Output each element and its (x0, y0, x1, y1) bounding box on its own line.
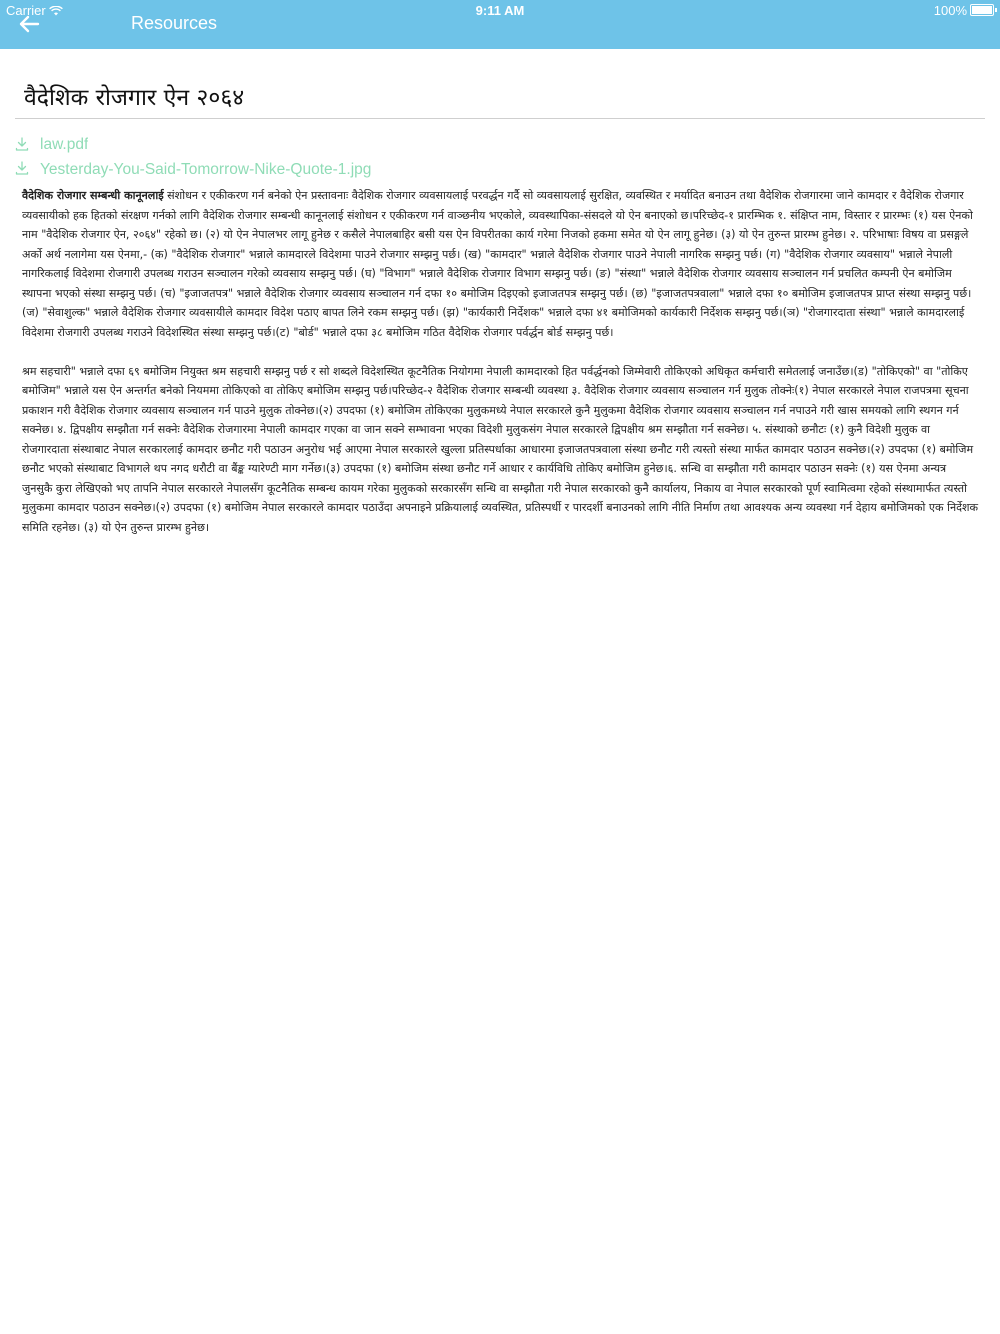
article-body (22, 186, 980, 557)
paragraph-lead: वैदेशिक रोजगार सम्बन्धी कानूनलाई (22, 189, 164, 202)
status-battery (934, 3, 994, 18)
article-paragraph: श्रम सहचारी" भन्नाले दफा ६९ बमोजिम नियुक्त श्रम सहचारी सम्झनु पर्छ र सो शब्दले विदेशस्थित कूटनैतिक नियोगमा नेपाली कामदारको हित पर्वर्द्धनको जिम्मेवारी तोकिएको अधिकृत कर्मचारी समेतलाई जनाउँछ।(ड) "तोकिएको" वा "तोकिए बमोजिम" भन्नाले यस ऐन अन्तर्गत बनेको नियममा तोकिएको वा तोकिए बमोजिम सम्झनु पर्छ।परिच्छेद-२ वैदेशिक रोजगार सम्बन्धी व्यवस्था ३. वैदेशिक रोजगार व्यवसाय सञ्चालन गर्न मुलुक तोक्नेः(१) नेपाल सरकारले नेपाल राजपत्रमा सूचना प्रकाशन गरी वैदेशिक रोजगार व्यवसाय सञ्चालन गर्न पाउने मुलुक तोक्नेछ।(२) उपदफा (१) बमोजिम तोकिएका मुलुकमध्ये नेपाल सरकारले कुनै मुलुकमा वैदेशिक रोजगार व्यवसाय सञ्चालन गर्न नपाउने गरी खास समयको लागि स्थगन गर्न सक्नेछ। ४. द्विपक्षीय सम्झौता गर्न सक्नेः वैदेशिक रोजगारमा नेपाली कामदार गएका वा जान सक्ने सम्भावना भएका विदेशी मुलुकसंग नेपाल सरकारले द्विपक्षीय श्रम सम्झौता गर्न सक्नेछ। ५. संस्थाको छनौटः (१) कुनै विदेशी मुलुक वा रोजगारदाता संस्थाबाट नेपाल सरकारलाई कामदार छनौट गरी पठाउन अनुरोध भई आएमा नेपाल सरकारले खुल्ला प्रतिस्पर्धाका आधारमा इजाजतपत्रवाला संस्था छनौट गरी त्यस्तो संस्था मार्फत कामदार पठाउन सक्नेछ।(२) उपदफा (१) बमोजिम छनौट भएको संस्थाबाट विभागले थप नगद धरौटी वा बैंङ्क ग्यारेण्टी माग गर्नेछ।(३) उपदफा (१) बमोजिम संस्था छनौट गर्ने आधार र कार्यविधि तोकिए बमोजिम हुनेछ।६. सन्धि वा सम्झौता गरी कामदार पठाउन सक्नेः (१) यस ऐनमा अन्यत्र जुनसुकै कुरा लेखिएको भए तापनि नेपाल सरकारले नेपालसँग कूटनैतिक सम्बन्ध कायम गरेका मुलुकको सरकारसँग सन्धि वा सम्झौता गरी नेपाल सरकारको कुनै कार्यालय, निकाय वा नेपाल सरकारको पूर्ण स्वामित्वमा रहेको संस्थामार्फत त्यस्तो मुलुकमा कामदार पठाउन सक्नेछ।(२) उपदफा (१) बमोजिम नेपाल सरकारले कामदार पठाउँदा अपनाइने प्रक्रियालाई व्यवस्थित, प्रतिस्पर्धी र पारदर्शी बनाउनको लागि नीति निर्माण तथा आवश्यक अन्य व्यवस्था गर्न देहाय बमोजिमको एक निर्देशक समिति रहनेछ। (३) यो ऐन तुरुन्त प्रारम्भ हुनेछ। (22, 364, 979, 534)
download-icon (15, 137, 29, 151)
attachment-law-pdf[interactable] (15, 133, 985, 157)
divider (15, 118, 985, 119)
article-paragraph (22, 186, 980, 342)
battery-icon (970, 4, 994, 16)
status-time: 9:11 AM (475, 3, 525, 18)
page-title: वैदेशिक रोजगार ऐन २०६४ (24, 85, 245, 111)
download-icon (15, 161, 29, 175)
carrier-label: Carrier (6, 3, 46, 18)
attachment-list (15, 133, 985, 181)
attachment-quote-image[interactable] (15, 157, 985, 181)
paragraph-text: संशोधन र एकीकरण गर्न बनेको ऐन प्रस्तावनाः वैदेशिक रोजगार व्यवसायलाई परवर्द्धन गर्दै सो व्यवसायलाई सुरक्षित, व्यवस्थित र मर्यादित बनाउन तथा वैदेशिक रोजगारमा जाने कामदार र वैदेशिक रोजगार व्यवसायीको हक हितको संरक्षण गर्नको लागि वैदेशिक रोजगार सम्बन्धी कानूनलाई संशोधन र एकीकरण गर्न वाञ्छनीय भएकोले, व्यवस्थापिका-संसदले यो ऐन बनाएको छ।परिच्छेद-१ प्रारम्भिक १. संक्षिप्त नाम, विस्तार र प्रारम्भः (१) यस ऐनको नाम "वैदेशिक रोजगार ऐन, २०६४" रहेको छ। (२) यो ऐन नेपालभर लागू हुनेछ र कसैले नेपालबाहिर बसी यस ऐन विपरीतका कार्य गरेमा निजको हकमा समेत यो ऐन लागू हुनेछ। (३) यो ऐन तुरुन्त प्रारम्भ हुनेछ। २. परिभाषाः विषय वा प्रसङ्गले अर्को अर्थ नलागेमा यस ऐनमा,- (क) "वैदेशिक रोजगार" भन्नाले कामदारले विदेशमा पाउने रोजगार सम्झनु पर्छ। (ख) "कामदार" भन्नाले वैदेशिक रोजगार पाउने नेपाली नागरिक सम्झनु पर्छ। (ग) "वैदेशिक रोजगार व्यवसाय" भन्नाले नेपाली नागरिकलाई विदेशमा रोजगारी उपलब्ध गराउन सञ्चालन गरेको व्यवसाय सम्झनु पर्छ। (घ) "विभाग" भन्नाले वैदेशिक रोजगार विभाग सम्झनु पर्छ। (ङ) "संस्था" भन्नाले वैदेशिक रोजगार व्यवसाय सञ्चालन गर्न प्रचलित कम्पनी ऐन बमोजिम स्थापना भएको संस्था सम्झनु पर्छ। (च) "इजाजतपत्र" भन्नाले वैदेशिक रोजगार व्यवसाय सञ्चालन गर्न दफा १० बमोजिम दिइएको इजाजतपत्र सम्झनु पर्छ। (छ) "इजाजतपत्रवाला" भन्नाले दफा १० बमोजिम इजाजतपत्र प्राप्त संस्था सम्झनु पर्छ। (ज) "सेवाशुल्क" भन्नाले वैदेशिक रोजगार व्यवसायीले कामदार विदेश पठाए बापत लिने रकम सम्झनु पर्छ। (झ) "कार्यकारी निर्देशक" भन्नाले दफा ४१ बमोजिमको कार्यकारी निर्देशक सम्झनु पर्छ।(ञ) "रोजगारदाता संस्था" भन्नाले कामदारलाई विदेशमा रोजगारी उपलब्ध गराउने विदेशस्थित संस्था सम्झनु पर्छ।(ट) "बोर्ड" भन्नाले दफा ३८ बमोजिम गठित वैदेशिक रोजगार पर्वर्द्धन बोर्ड सम्झनु पर्छ। (22, 189, 973, 339)
nav-bar (0, 0, 1000, 49)
attachment-label: Yesterday-You-Said-Tomorrow-Nike-Quote-1.jpg (40, 160, 372, 178)
attachment-label: law.pdf (40, 136, 89, 153)
arrow-left-icon (18, 14, 40, 34)
battery-percent: 100% (933, 3, 967, 18)
back-button[interactable] (18, 14, 40, 34)
nav-title: Resources (131, 13, 218, 33)
